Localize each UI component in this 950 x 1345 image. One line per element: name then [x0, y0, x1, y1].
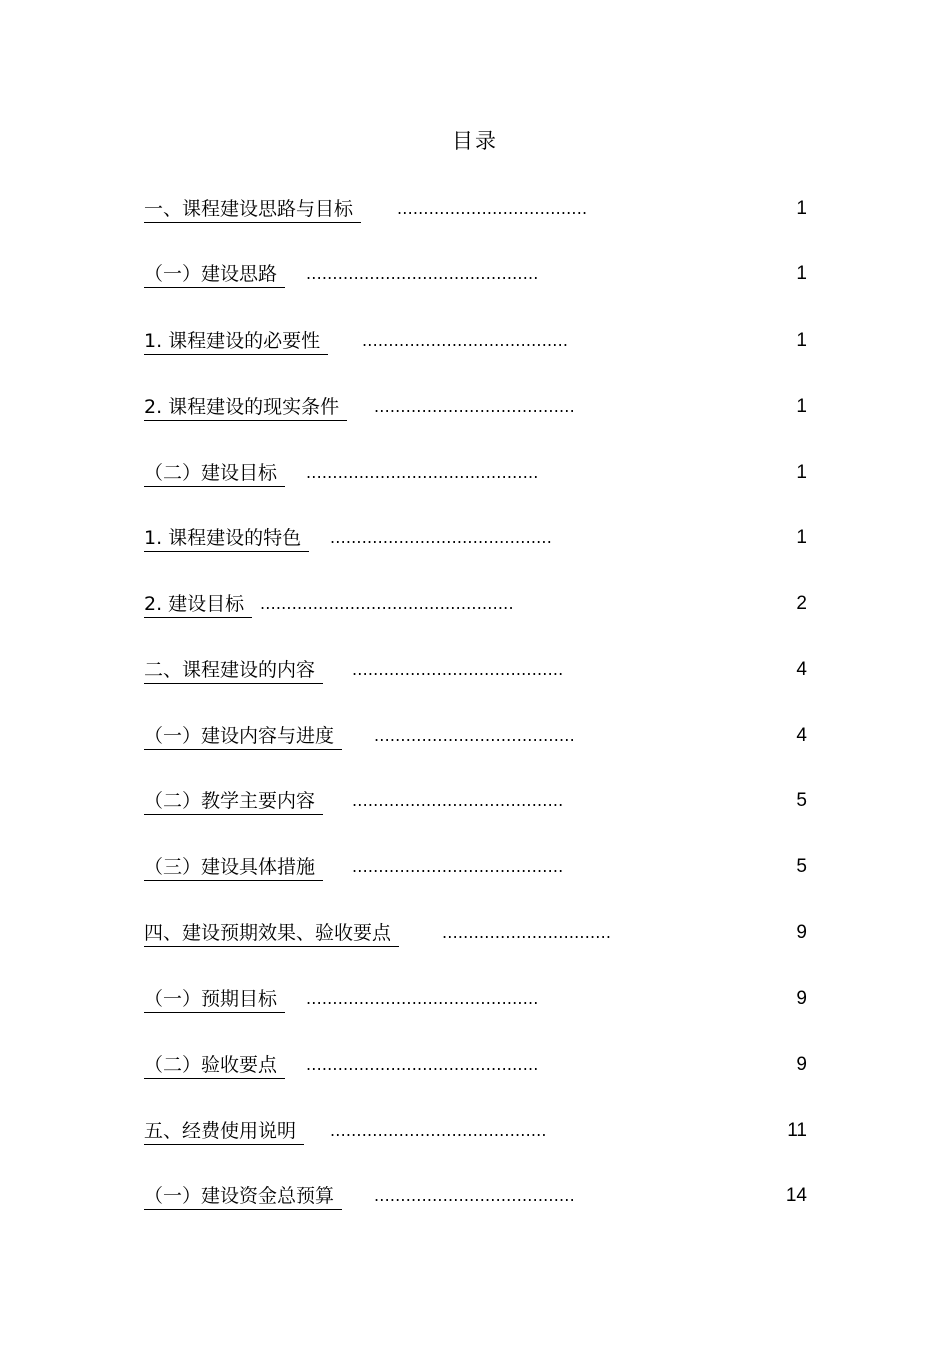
toc-page-number: 1 [796, 198, 807, 219]
toc-leader-dots: ............................................ [306, 989, 539, 1008]
toc-leader-dots: ........................................ [352, 857, 564, 876]
toc-leader-dots: ........................................ [352, 791, 564, 810]
toc-entry-text[interactable]: 1. 课程建设的特色 [144, 523, 309, 552]
toc-entry-text[interactable]: 一、课程建设思路与目标 [144, 194, 361, 223]
toc-leader-dots: ............................................ [306, 1055, 539, 1074]
toc-entry-text[interactable]: （二）建设目标 [144, 458, 285, 487]
toc-entry-text[interactable]: （一）预期目标 [144, 984, 285, 1013]
toc-page-number: 1 [796, 527, 807, 548]
toc-entry-text[interactable]: 四、建设预期效果、验收要点 [144, 918, 399, 947]
toc-page-number: 1 [796, 396, 807, 417]
toc-entry-text[interactable]: 二、课程建设的内容 [144, 655, 323, 684]
toc-entry-text[interactable]: （一）建设思路 [144, 259, 285, 288]
toc-entry-text[interactable]: （二）教学主要内容 [144, 786, 323, 815]
toc-entry-text[interactable]: （二）验收要点 [144, 1050, 285, 1079]
toc-entry[interactable] [144, 852, 807, 882]
toc-entry[interactable] [144, 589, 807, 619]
toc-leader-dots: ...................................... [374, 726, 575, 745]
toc-entry[interactable] [144, 786, 807, 816]
toc-page-number: 5 [796, 856, 807, 877]
toc-page-number: 1 [796, 263, 807, 284]
toc-entry[interactable] [144, 984, 807, 1014]
toc-leader-dots: ....................................... [362, 331, 569, 350]
toc-entry-text[interactable]: （一）建设内容与进度 [144, 721, 342, 750]
toc-page-number: 4 [796, 659, 807, 680]
toc-entry-text[interactable]: （三）建设具体措施 [144, 852, 323, 881]
toc-leader-dots: ............................................ [306, 463, 539, 482]
toc-entry[interactable] [144, 721, 807, 751]
page-title: 目录 [452, 129, 498, 153]
toc-entry[interactable] [144, 523, 807, 553]
toc-leader-dots: ............................................ [306, 264, 539, 283]
toc-page-number: 9 [796, 988, 807, 1009]
toc-leader-dots: ......................................... [330, 1121, 547, 1140]
toc-page-number: 14 [785, 1185, 807, 1206]
toc-page-number: 1 [796, 462, 807, 483]
toc-page-number: 9 [796, 922, 807, 943]
toc-entry[interactable] [144, 259, 807, 289]
toc-leader-dots: ................................ [442, 923, 612, 942]
toc-leader-dots: ...................................... [374, 397, 575, 416]
toc-leader-dots: ................................................ [260, 594, 514, 613]
toc-entry-text[interactable]: 1. 课程建设的必要性 [144, 326, 328, 355]
toc-entry[interactable] [144, 1050, 807, 1080]
toc-page-number: 4 [796, 725, 807, 746]
toc-entry[interactable] [144, 1181, 807, 1211]
toc-leader-dots: ........................................ [352, 660, 564, 679]
toc-entry[interactable] [144, 392, 807, 422]
toc-entry[interactable] [144, 918, 807, 948]
toc-page-number: 5 [796, 790, 807, 811]
toc-leader-dots: ...................................... [374, 1186, 575, 1205]
toc-entry[interactable] [144, 326, 807, 356]
toc-page-number: 1 [796, 330, 807, 351]
toc-entry[interactable] [144, 458, 807, 488]
toc-entry[interactable] [144, 655, 807, 685]
toc-entry-text[interactable]: 2. 课程建设的现实条件 [144, 392, 347, 421]
toc-leader-dots: .................................... [397, 199, 588, 218]
toc-leader-dots: .......................................... [330, 528, 553, 547]
toc-entry[interactable] [144, 1116, 807, 1146]
toc-page-number: 11 [787, 1120, 807, 1141]
toc-entry-text[interactable]: 五、经费使用说明 [144, 1116, 304, 1145]
toc-entry-text[interactable]: （一）建设资金总预算 [144, 1181, 342, 1210]
toc-entry[interactable] [144, 194, 807, 224]
toc-page-number: 2 [796, 593, 807, 614]
toc-page-number: 9 [796, 1054, 807, 1075]
toc-entry-text[interactable]: 2. 建设目标 [144, 589, 252, 618]
